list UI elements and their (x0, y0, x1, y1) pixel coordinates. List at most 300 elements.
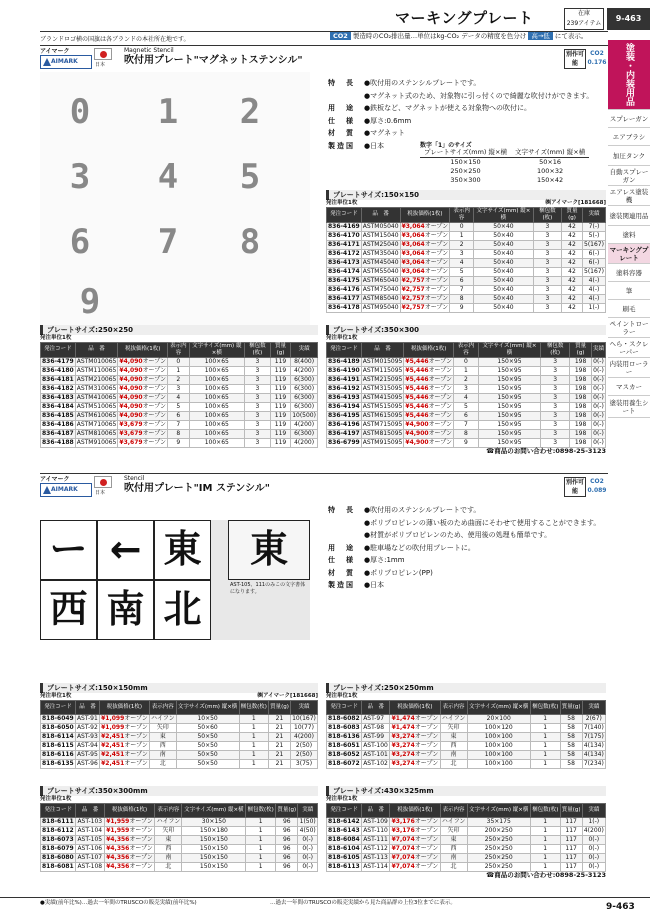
column-header: 品 番 (362, 803, 390, 817)
list-price-value: オープン (124, 750, 148, 758)
table-row[interactable] (327, 375, 606, 384)
table-row[interactable] (327, 357, 606, 366)
order-code-cell[interactable]: 818-6105 (328, 853, 360, 861)
price-cell (118, 438, 168, 447)
display-content-cell: 0 (168, 357, 190, 366)
table-row[interactable] (41, 714, 318, 723)
part-number-cell: ASTM610065 (76, 411, 117, 419)
part-number-cell: AST-100 (363, 741, 388, 749)
order-code-cell[interactable]: 818-6113 (328, 862, 360, 870)
sidebar-item[interactable]: 塗装用養生シート (608, 396, 650, 418)
maker-name: アイマーク (40, 476, 70, 483)
order-code-cell[interactable]: 818-6051 (328, 741, 360, 749)
pack-qty-cell: 3 (533, 276, 561, 285)
sidebar-item[interactable]: マーキングプレート (608, 244, 650, 264)
order-code-cell[interactable]: 818-6052 (328, 750, 360, 758)
mass-cell: 58 (560, 723, 582, 732)
flag-label: 日本 (95, 62, 106, 68)
column-header: 梱包数(枚) (530, 803, 560, 817)
sales-record-cell: 6(300) (291, 429, 318, 438)
price-value: ¥5,446 (405, 402, 429, 410)
list-price-value: オープン (129, 844, 153, 852)
pack-qty-cell: 1 (239, 732, 269, 741)
table-row[interactable] (327, 835, 606, 844)
list-price-value: オープン (142, 411, 167, 419)
char-size-cell: 50×50 (176, 741, 239, 750)
digit-stencil: 5 (239, 157, 261, 197)
order-unit: 発注単位1枚 (326, 693, 358, 699)
table-row[interactable] (41, 853, 318, 862)
display-content-cell: ハイフン (441, 817, 466, 825)
price-value: ¥4,090 (119, 357, 143, 365)
sales-record-cell: 2(50) (290, 741, 317, 750)
spec-value: ●厚さ:0.6mm (364, 116, 412, 125)
price-cell (118, 429, 168, 438)
order-code-cell[interactable]: 818-6104 (328, 844, 360, 852)
order-code-cell[interactable]: 836-4188 (42, 438, 74, 446)
part-number-cell: ASTM415095 (362, 393, 403, 401)
sidebar-item[interactable]: ペイントローラー (608, 318, 650, 338)
price-value: ¥4,090 (119, 393, 143, 401)
spec-label: 特 長 (328, 79, 355, 87)
column-header: 発注コード (41, 700, 76, 714)
table-row[interactable] (327, 759, 606, 768)
price-value: ¥7,074 (391, 844, 415, 852)
order-code-cell[interactable]: 818-6081 (41, 862, 76, 871)
table-row[interactable] (327, 714, 606, 723)
digit-stencil: 0 (69, 92, 91, 132)
spec-label: 材 質 (328, 129, 355, 137)
part-number-cell: AST-102 (363, 759, 388, 767)
order-code-cell[interactable]: 836-4197 (328, 429, 360, 437)
table-row[interactable] (327, 741, 606, 750)
part-number-cell: AST-96 (76, 759, 98, 767)
table-header-row (41, 803, 318, 817)
table-row[interactable] (41, 844, 318, 853)
table-row[interactable] (327, 366, 606, 375)
char-size-cell: 50×50 (176, 750, 239, 759)
display-content-cell: 2 (450, 240, 474, 249)
sales-record-cell: 5(167) (584, 267, 604, 275)
spec-row (328, 518, 600, 529)
sidebar-item[interactable]: 刷毛 (608, 300, 650, 318)
glyph-west: 西 (40, 580, 97, 640)
price-value: ¥3,274 (391, 759, 415, 767)
order-code-cell[interactable]: 836-4194 (328, 402, 360, 410)
spec-label: 用 途 (328, 104, 355, 112)
table-row[interactable] (41, 402, 318, 411)
sales-record-cell: 5(-) (583, 231, 606, 240)
spec-value: ●駐車場などの吹付用プレートに。 (364, 543, 475, 552)
mass-cell: 58 (560, 741, 582, 750)
pack-qty-cell: 3 (244, 420, 270, 429)
char-size-cell: 100×65 (189, 366, 244, 375)
spec-row (328, 543, 600, 554)
sales-record-cell: 1(-) (583, 303, 606, 312)
order-code-cell[interactable]: 818-6143 (328, 826, 360, 834)
order-code-cell[interactable]: 836-4173 (328, 258, 360, 266)
table-row[interactable] (327, 249, 606, 258)
order-code-cell[interactable]: 836-4190 (328, 366, 360, 374)
price-cell (104, 862, 155, 871)
part-number-cell: ASTM315095 (362, 384, 403, 392)
table-row[interactable] (41, 420, 318, 429)
sidebar-item[interactable]: 塗料容器 (608, 264, 650, 282)
price-value: ¥1,474 (391, 723, 415, 731)
sales-record-cell: 7(234) (583, 759, 604, 767)
table-header-row (41, 342, 318, 357)
part-number-cell: AST-110 (363, 826, 388, 834)
part-number-cell: ASTM95040 (362, 303, 399, 311)
table-row[interactable] (41, 375, 318, 384)
spec-row (328, 505, 600, 516)
co2-badge: CO2 (330, 32, 351, 40)
list-price-value: オープン (428, 384, 453, 392)
char-size-cell: 50×40 (474, 222, 534, 231)
order-code-cell[interactable]: 836-4189 (328, 357, 360, 365)
order-code-cell[interactable]: 836-4177 (328, 294, 360, 302)
char-size-cell: 200×250 (467, 826, 530, 835)
size-cell: 100×32 (537, 166, 564, 175)
table-row[interactable] (327, 723, 606, 732)
product-header-im (40, 473, 608, 499)
order-code-cell[interactable]: 836-4182 (42, 384, 74, 392)
order-code-cell[interactable]: 836-4180 (42, 366, 74, 374)
size-row (420, 176, 589, 185)
sidebar-item[interactable]: 自動スプレーガン (608, 166, 650, 186)
digit-stencil: 2 (239, 92, 261, 132)
order-code-cell[interactable]: 836-4192 (328, 384, 360, 392)
order-code-cell[interactable]: 836-4174 (328, 267, 360, 275)
table-row[interactable] (327, 393, 606, 402)
part-number-cell: ASTM75040 (362, 285, 399, 293)
display-content-cell: ハイフン (150, 714, 175, 722)
table-row[interactable] (327, 420, 606, 429)
display-content-cell: 4 (454, 393, 479, 402)
order-code-cell[interactable]: 836-4185 (42, 411, 74, 419)
table-row[interactable] (327, 750, 606, 759)
spec-value: ●厚さ:1mm (364, 556, 405, 564)
char-size-cell: 50×40 (474, 285, 534, 294)
char-size-cell: 150×150 (182, 844, 246, 853)
pack-qty-cell: 3 (541, 420, 570, 429)
digit-stencil: 3 (69, 157, 91, 197)
sales-record-cell: 5(167) (584, 240, 604, 248)
order-code-cell[interactable]: 818-6073 (41, 835, 76, 844)
order-code-cell[interactable]: 836-4172 (328, 249, 360, 257)
im-table-350-title: プレートサイズ:350×300mm (40, 786, 318, 796)
order-code-cell[interactable]: 818-6079 (41, 844, 76, 853)
table-row[interactable] (327, 222, 606, 231)
list-price-value: オープン (414, 750, 439, 758)
table-row[interactable] (327, 826, 606, 835)
order-code-cell[interactable]: 818-6083 (328, 723, 360, 731)
char-size-cell: 50×40 (474, 303, 534, 312)
column-header: 質量(g) (560, 700, 582, 714)
order-code-cell[interactable]: 836-4175 (328, 276, 360, 284)
display-content-cell: 西 (155, 844, 182, 853)
pack-qty-cell: 1 (530, 714, 560, 723)
column-header: 文字サイズ(mm) 縦×横 (182, 803, 246, 817)
table-row[interactable] (41, 438, 318, 447)
order-code-cell[interactable]: 818-6080 (41, 853, 76, 862)
column-header: 税抜価格(1枚) (99, 700, 149, 714)
char-size-cell: 150×95 (478, 366, 540, 375)
spec-value: ●ポリプロピレン(PP) (364, 568, 433, 577)
table-header-row (327, 207, 606, 222)
table-row[interactable] (41, 759, 318, 768)
order-code-cell[interactable]: 818-6082 (328, 714, 360, 722)
order-code-cell[interactable]: 836-4169 (328, 222, 360, 230)
table-row[interactable] (41, 384, 318, 393)
mass-cell: 198 (570, 429, 592, 438)
sales-record-cell: 10(167) (292, 714, 316, 722)
display-content-cell: 北 (155, 862, 182, 871)
order-code-cell[interactable]: 836-4184 (42, 402, 74, 410)
price-value: ¥7,074 (391, 862, 415, 870)
part-number-cell: AST-109 (363, 817, 388, 825)
display-content-cell: 0 (450, 222, 474, 231)
column-header: 税抜価格(1枚) (118, 342, 168, 357)
price-value: ¥7,074 (391, 853, 415, 861)
order-code-cell[interactable]: 818-6084 (328, 835, 360, 843)
price-cell (400, 276, 450, 285)
column-header: 品 番 (361, 207, 400, 222)
column-header: 梱包数(枚) (533, 207, 561, 222)
column-header: 実績 (291, 342, 318, 357)
part-number-cell: AST-107 (76, 853, 104, 862)
sidebar-item[interactable]: エアブラシ (608, 128, 650, 146)
table-row[interactable] (327, 276, 606, 285)
sidebar-item[interactable]: 筆 (608, 282, 650, 300)
sales-record-cell: 4(200) (291, 420, 318, 429)
pack-qty-cell: 1 (239, 759, 269, 768)
table-row[interactable] (327, 732, 606, 741)
table-row[interactable] (41, 723, 318, 732)
mass-cell: 96 (276, 826, 298, 835)
list-price-value: オープン (414, 862, 439, 870)
table-row[interactable] (327, 240, 606, 249)
pack-qty-cell: 1 (239, 741, 269, 750)
order-code-cell[interactable]: 818-6142 (328, 817, 360, 825)
order-code-cell[interactable]: 836-4170 (328, 231, 360, 239)
table-250-title: プレートサイズ:250×250 (40, 325, 318, 335)
pack-qty-cell: 3 (244, 366, 270, 375)
order-code-cell[interactable]: 836-4193 (328, 393, 360, 401)
table-header-row (327, 342, 606, 357)
glyph-hyphen: ー (40, 520, 97, 580)
co2-notice (330, 33, 587, 41)
list-price-value: オープン (142, 375, 167, 383)
mass-cell: 119 (270, 438, 290, 447)
display-content-cell: 3 (450, 249, 474, 258)
table-row[interactable] (327, 258, 606, 267)
part-number-cell: AST-113 (363, 853, 388, 861)
order-code-cell[interactable]: 818-6114 (42, 732, 74, 740)
order-unit: 発注単位1枚 (40, 693, 72, 699)
order-code-cell[interactable]: 836-4195 (328, 411, 360, 419)
order-code-cell[interactable]: 818-6111 (41, 817, 76, 826)
table-row[interactable] (327, 862, 606, 871)
sales-record-cell: 6(-) (583, 249, 606, 258)
table-row[interactable] (41, 817, 318, 826)
price-cell (404, 393, 454, 402)
order-code-cell[interactable]: 818-6116 (42, 750, 74, 758)
pack-qty-cell: 3 (541, 402, 570, 411)
order-code-cell[interactable]: 836-4178 (328, 303, 360, 311)
part-number-cell: AST-98 (362, 723, 390, 732)
char-size-cell: 150×95 (478, 357, 540, 366)
price-cell (118, 375, 168, 384)
order-code-cell[interactable]: 836-4179 (42, 357, 74, 365)
display-content-cell: 矢印 (149, 723, 176, 732)
price-value: ¥3,176 (391, 817, 415, 825)
table-row[interactable] (327, 411, 606, 420)
table-row[interactable] (41, 411, 318, 420)
list-price-value: オープン (428, 402, 453, 410)
column-header: 文字サイズ(mm) 縦×横 (467, 700, 530, 714)
order-code-cell[interactable]: 836-4187 (42, 429, 74, 437)
list-price-value: オープン (428, 366, 453, 374)
order-unit: 発注単位1枚 (40, 796, 72, 802)
size-header: 文字サイズ(mm) 縦×横 (511, 149, 589, 157)
sidebar-item[interactable]: マスカー (608, 378, 650, 396)
spec-value: ●日本 (364, 581, 385, 589)
sidebar-item[interactable]: エアレス塗装機 (608, 186, 650, 206)
table-row[interactable] (327, 429, 606, 438)
sales-record-cell: 6(300) (291, 384, 318, 393)
sidebar-item[interactable]: へら・スクレーパー (608, 338, 650, 358)
price-cell (404, 438, 454, 447)
price-value: ¥1,099 (101, 714, 125, 722)
table-row[interactable] (41, 835, 318, 844)
list-price-value: オープン (124, 759, 148, 767)
table-row[interactable] (41, 741, 318, 750)
im-table-150-title: プレートサイズ:150×150mm (40, 683, 318, 693)
display-content-cell: 8 (454, 429, 479, 438)
pack-qty-cell: 1 (246, 862, 276, 871)
table-row[interactable] (41, 429, 318, 438)
table-150-title: プレートサイズ:150×150 (326, 190, 606, 200)
table-row[interactable] (327, 817, 606, 826)
table-row[interactable] (327, 384, 606, 393)
order-code-cell[interactable]: 836-4191 (328, 375, 360, 383)
sales-record-cell: 0(-) (593, 366, 604, 374)
order-code-cell[interactable]: 818-6072 (328, 759, 360, 767)
sidebar-item[interactable]: 塗装関連用品 (608, 206, 650, 226)
table-350-title: プレートサイズ:350×300 (326, 325, 606, 335)
char-size-cell: 20×100 (467, 714, 530, 723)
table-row[interactable] (327, 303, 606, 312)
part-number-cell: AST-93 (76, 732, 98, 740)
display-content-cell: 南 (440, 750, 467, 759)
price-value: ¥3,064 (401, 231, 425, 239)
order-code-cell[interactable]: 836-4196 (328, 420, 360, 428)
part-number-cell: AST-105 (76, 835, 104, 844)
column-header: 品 番 (362, 700, 390, 714)
order-code-cell[interactable]: 818-6112 (41, 826, 76, 835)
price-value: ¥2,757 (401, 294, 425, 302)
price-cell (104, 826, 155, 835)
order-code-cell[interactable]: 836-4171 (328, 240, 360, 248)
sidebar-item[interactable]: 加圧タンク (608, 146, 650, 166)
list-price-value: オープン (414, 844, 439, 852)
sales-record-cell: 4(-) (583, 285, 606, 294)
size-caption: 数字「1」のサイズ (420, 142, 472, 149)
order-code-cell[interactable]: 836-4176 (328, 285, 360, 293)
mass-cell: 21 (269, 750, 291, 759)
sales-record-cell: 0(-) (582, 844, 605, 853)
column-header: 品 番 (361, 342, 404, 357)
pack-qty-cell: 1 (530, 759, 560, 768)
part-number-cell: ASTM410065 (76, 393, 117, 401)
table-row[interactable] (41, 357, 318, 366)
table-row[interactable] (41, 826, 318, 835)
order-code-cell[interactable]: 818-6135 (42, 759, 74, 767)
sales-record-cell: 0(-) (593, 438, 604, 446)
table-row[interactable] (327, 285, 606, 294)
char-size-cell: 150×95 (478, 429, 540, 438)
mass-cell: 198 (570, 393, 592, 402)
table-row[interactable] (327, 294, 606, 303)
order-code-cell[interactable]: 836-4183 (42, 393, 74, 401)
table-row[interactable] (41, 393, 318, 402)
mass-cell: 96 (276, 835, 298, 844)
sidebar-item[interactable]: 内装用ローラー (608, 358, 650, 378)
sidebar-item[interactable]: スプレーガン (608, 110, 650, 128)
part-number-cell: ASTM715095 (362, 420, 403, 428)
sidebar-item[interactable]: 塗装・内装用品 (608, 40, 650, 110)
order-code-cell[interactable]: 818-6050 (42, 723, 74, 731)
spec-value: ●マグネット (364, 129, 406, 137)
table-row[interactable] (41, 862, 318, 871)
table-row[interactable] (327, 853, 606, 862)
digit-stencil-image (40, 72, 310, 328)
display-content-cell: 8 (168, 429, 190, 438)
sales-record-cell: 0(-) (593, 420, 604, 428)
pack-qty-cell: 3 (533, 240, 561, 249)
order-code-cell[interactable]: 836-4186 (42, 420, 74, 428)
mass-cell: 198 (570, 438, 592, 447)
table-row[interactable] (327, 844, 606, 853)
order-code-cell[interactable]: 836-4181 (42, 375, 74, 383)
mass-cell: 42 (561, 294, 582, 303)
spec-label: 仕 様 (328, 116, 355, 125)
price-cell (99, 714, 149, 723)
order-code-cell[interactable]: 818-6049 (42, 714, 74, 722)
size-cell: 150×42 (537, 175, 564, 184)
table-row[interactable] (41, 750, 318, 759)
sidebar-item[interactable]: 塗料 (608, 226, 650, 244)
table-row[interactable] (41, 732, 318, 741)
page-number: 9-463 (607, 8, 650, 30)
order-code-cell[interactable]: 818-6136 (328, 732, 360, 740)
table-row[interactable] (41, 366, 318, 375)
table-row[interactable] (327, 438, 606, 447)
table-row[interactable] (327, 267, 606, 276)
table-row[interactable] (327, 402, 606, 411)
table-row[interactable] (327, 231, 606, 240)
char-size-cell: 150×95 (478, 411, 540, 420)
part-number-cell: ASTM05040 (362, 222, 399, 230)
price-cell (118, 411, 168, 420)
order-code-cell[interactable]: 836-6799 (328, 438, 360, 446)
display-content-cell: 南 (155, 853, 182, 862)
mass-cell: 42 (561, 231, 582, 240)
display-content-cell: 5 (450, 267, 474, 276)
list-price-value: オープン (428, 357, 453, 365)
order-code-cell[interactable]: 818-6115 (42, 741, 74, 749)
